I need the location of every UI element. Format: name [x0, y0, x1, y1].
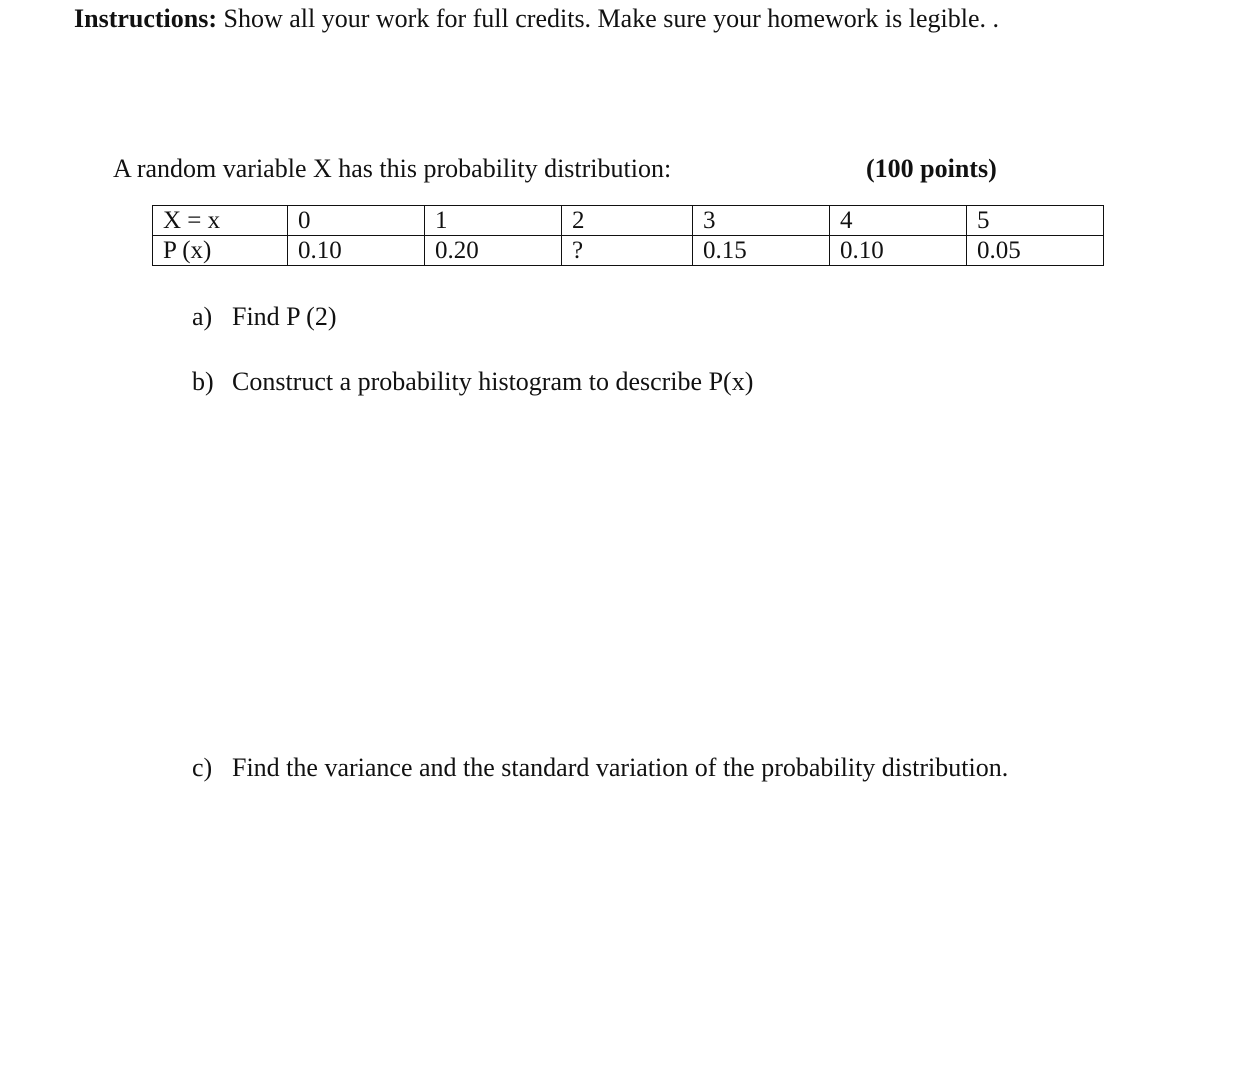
- problem-intro: A random variable X has this probability distribution:: [113, 154, 672, 183]
- table-cell: X = x: [153, 206, 288, 236]
- instructions-line: [74, 4, 999, 34]
- table-cell: 0.05: [967, 236, 1104, 266]
- table-row-probabilities: [153, 236, 1104, 266]
- table-cell: 0.20: [425, 236, 562, 266]
- question-label: b): [192, 367, 214, 396]
- table-cell: 1: [425, 206, 562, 236]
- question-c: [192, 753, 1008, 783]
- table-cell: 0.10: [288, 236, 425, 266]
- question-a: [192, 302, 337, 332]
- question-b: [192, 367, 753, 397]
- probability-distribution-table: [152, 205, 1104, 266]
- table-cell: 3: [693, 206, 830, 236]
- table-cell: 2: [562, 206, 693, 236]
- table-cell: P (x): [153, 236, 288, 266]
- table-cell: 0.10: [830, 236, 967, 266]
- points-label: (100 points): [866, 154, 997, 183]
- table-cell: 0.15: [693, 236, 830, 266]
- question-label: c): [192, 753, 213, 782]
- question-text: Construct a probability histogram to describe P(x): [232, 367, 754, 396]
- instructions-text: Show all your work for full credits. Make sure your homework is legible. .: [223, 4, 1000, 33]
- table-cell: 0: [288, 206, 425, 236]
- table-row-x-values: [153, 206, 1104, 236]
- question-text: Find the variance and the standard variation of the probability distribution.: [232, 753, 1009, 782]
- question-text: Find P (2): [232, 302, 337, 331]
- question-label: a): [192, 302, 213, 331]
- instructions-label: Instructions:: [74, 4, 218, 33]
- table-cell: 5: [967, 206, 1104, 236]
- table-cell: ?: [562, 236, 693, 266]
- table-cell: 4: [830, 206, 967, 236]
